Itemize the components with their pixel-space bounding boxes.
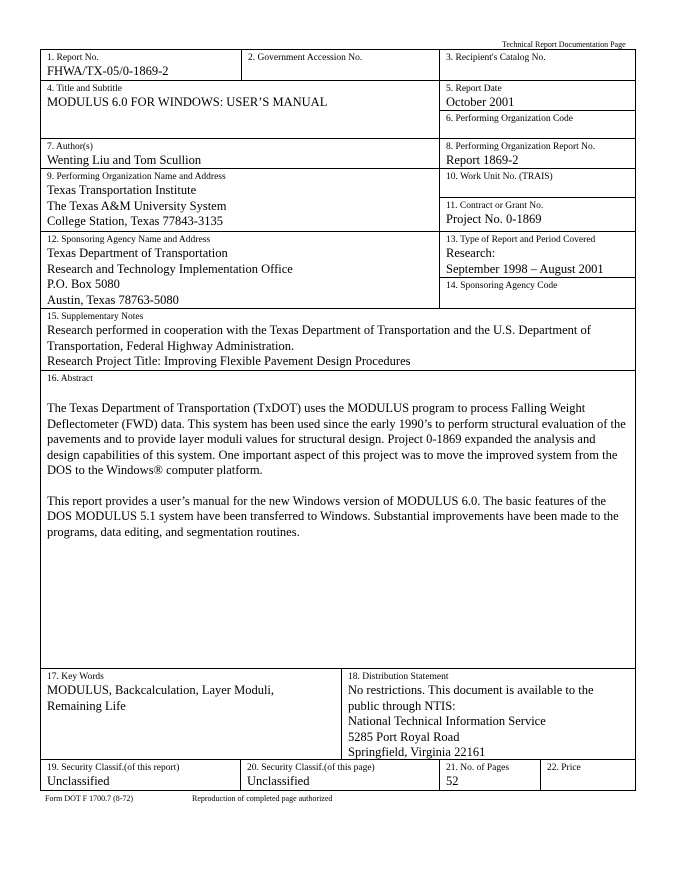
num-pages-cell (439, 759, 541, 791)
sponsor-cell (40, 231, 440, 309)
sponsor-line: P.O. Box 5080 (47, 277, 120, 291)
report-date-cell (439, 80, 636, 111)
perf-org-code-label: 6. Performing Organization Code (446, 114, 573, 124)
work-unit-label: 10. Work Unit No. (TRAIS) (446, 172, 553, 182)
contract-cell (439, 197, 636, 232)
abstract-label: 16. Abstract (47, 374, 93, 384)
title-value: MODULUS 6.0 FOR WINDOWS: USER’S MANUAL (47, 95, 328, 109)
authors-label: 7. Author(s) (47, 142, 93, 152)
title-label: 4. Title and Subtitle (47, 84, 122, 94)
supplementary-label: 15. Supplementary Notes (47, 312, 144, 322)
perf-org-report-value: Report 1869-2 (446, 153, 519, 167)
work-unit-cell (439, 168, 636, 198)
report-no-value: FHWA/TX-05/0-1869-2 (47, 64, 169, 78)
perf-org-name-line: College Station, Texas 77843-3135 (47, 214, 223, 228)
key-words-line: Remaining Life (47, 698, 126, 713)
sponsor-line: Texas Department of Transportation (47, 246, 228, 260)
report-date-label: 5. Report Date (446, 84, 502, 94)
num-pages-value: 52 (446, 774, 459, 788)
reproduction-note: Reproduction of completed page authorized (192, 794, 333, 803)
report-date-value: October 2001 (446, 95, 515, 109)
gov-accession-cell (241, 49, 440, 81)
sponsor-code-cell (439, 277, 636, 309)
contract-value: Project No. 0-1869 (446, 212, 542, 226)
perf-org-code-cell (439, 110, 636, 139)
key-words-line: MODULUS, Backcalculation, Layer Moduli, (47, 683, 275, 697)
security-report-cell (40, 759, 241, 791)
recipient-catalog-label: 3. Recipient's Catalog No. (446, 53, 546, 63)
abstract-paragraph: The Texas Department of Transportation (TxDOT) uses the MODULUS program to process Falling Weight Deflectometer (FWD) data. This system has been used since the early 1990’s to perform structural evaluation of the pavements and to provide layer moduli values for structural design. Project 0-1869 expanded the analysis and design capabilities of this system. One important aspect of this project was to move the improved system from the DOS to the Windows® computer platform. (47, 401, 626, 477)
security-page-label: 20. Security Classif.(of this page) (247, 763, 375, 773)
security-page-value: Unclassified (247, 774, 310, 788)
price-label: 22. Price (547, 763, 581, 773)
sponsor-line: Research and Technology Implementation Office (47, 261, 293, 276)
perf-org-name-line: Texas Transportation Institute (47, 183, 197, 197)
report-type-line: Research: (446, 246, 496, 260)
report-no-cell (40, 49, 242, 81)
abstract-paragraph: This report provides a user’s manual for the new Windows version of MODULUS 6.0. The basic features of the DOS MODULUS 5.1 system have been transferred to Windows. Substantial improvements have been made to the programs, data editing, and segmentation routines. (47, 493, 619, 539)
key-words-label: 17. Key Words (47, 672, 104, 682)
security-report-label: 19. Security Classif.(of this report) (47, 763, 180, 773)
supplementary-line: Research performed in cooperation with the Texas Department of Transportation and the U.S. Department of Transportation, Federal Highway Administration. (47, 323, 591, 353)
form-id: Form DOT F 1700.7 (8-72) (45, 794, 134, 803)
perf-org-name-label: 9. Performing Organization Name and Address (47, 172, 226, 182)
sponsor-line: Austin, Texas 78763-5080 (47, 292, 179, 307)
security-report-value: Unclassified (47, 774, 110, 788)
authors-cell (40, 138, 440, 169)
distribution-line: No restrictions. This document is available to the (348, 683, 594, 697)
sponsor-label: 12. Sponsoring Agency Name and Address (47, 235, 211, 245)
supplementary-cell (40, 308, 636, 371)
distribution-line: National Technical Information Service (348, 714, 546, 728)
perf-org-report-cell (439, 138, 636, 169)
distribution-line: public through NTIS: (348, 698, 456, 713)
recipient-catalog-cell (439, 49, 636, 81)
num-pages-label: 21. No. of Pages (446, 763, 510, 773)
title-cell (40, 80, 440, 139)
distribution-line: Springfield, Virginia 22161 (348, 745, 486, 759)
abstract-cell (40, 370, 636, 669)
perf-org-name-line: The Texas A&M University System (47, 198, 227, 213)
supplementary-line: Research Project Title: Improving Flexible Pavement Design Procedures (47, 354, 411, 368)
report-no-label: 1. Report No. (47, 53, 99, 63)
documentation-form (40, 49, 636, 791)
authors-value: Wenting Liu and Tom Scullion (47, 153, 202, 167)
sponsor-code-label: 14. Sponsoring Agency Code (446, 281, 558, 291)
distribution-label: 18. Distribution Statement (348, 672, 449, 682)
report-type-line: September 1998 – August 2001 (446, 261, 604, 276)
report-type-label: 13. Type of Report and Period Covered (446, 235, 596, 245)
gov-accession-label: 2. Government Accession No. (248, 53, 363, 63)
report-type-cell (439, 231, 636, 278)
key-words-cell (40, 668, 342, 760)
perf-org-name-cell (40, 168, 440, 232)
form-header-note: Technical Report Documentation Page (502, 40, 626, 49)
perf-org-report-label: 8. Performing Organization Report No. (446, 142, 596, 152)
security-page-cell (240, 759, 440, 791)
distribution-line: 5285 Port Royal Road (348, 729, 460, 744)
price-cell (540, 759, 636, 791)
contract-label: 11. Contract or Grant No. (446, 201, 544, 211)
distribution-cell (341, 668, 636, 760)
